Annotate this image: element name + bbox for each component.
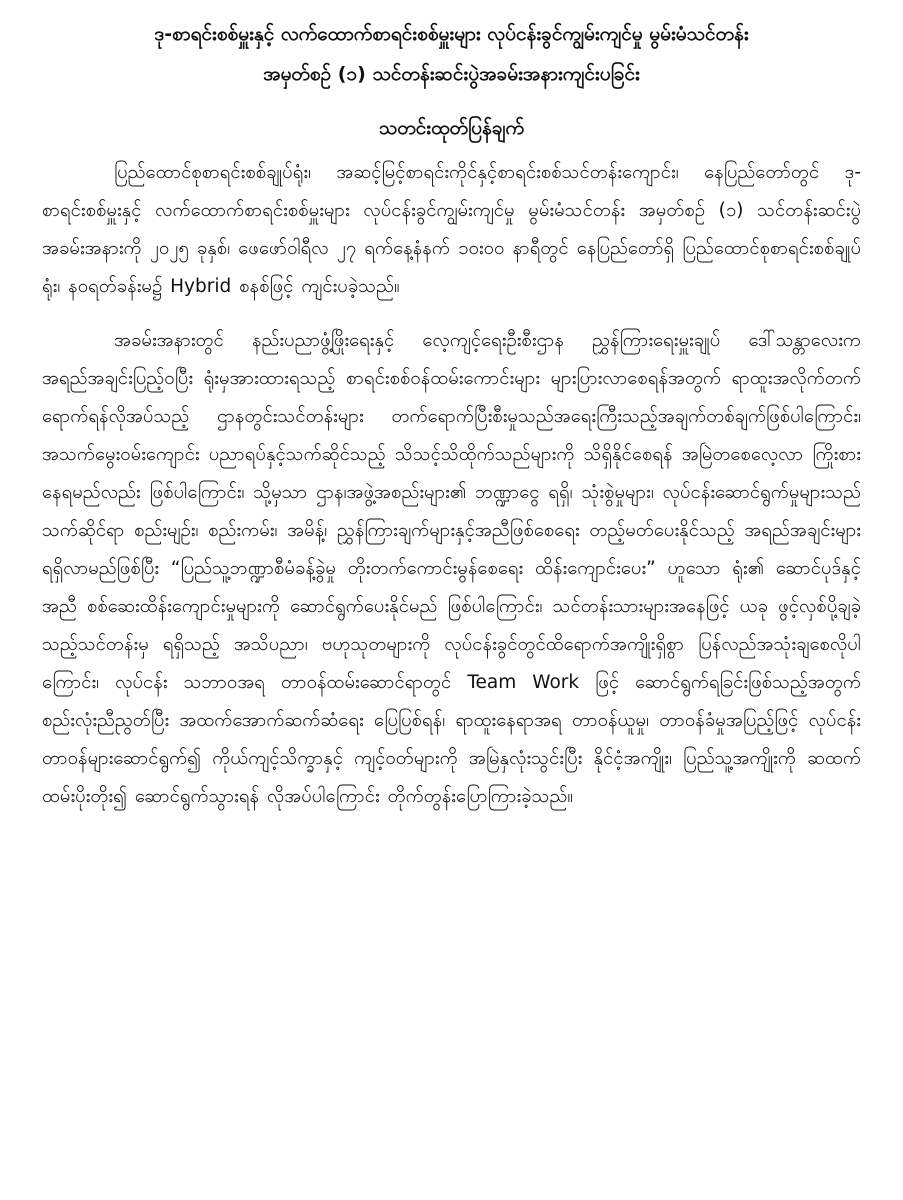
body-paragraph-1: ပြည်ထောင်စုစာရင်းစစ်ချုပ်ရုံး၊ အဆင့်မြင့်စာရင်းကိုင်နှင့်စာရင်းစစ်သင်တန်းကျောင်း၊ နေပြည်တော်တွင် ဒု-စာရင်းစစ်မှူးနှင့် လက်ထောက်စာရင်းစစ်မှူးများ လုပ်ငန်းခွင်ကျွမ်းကျင်မှု မွမ်းမံသင်တန်း အမှတ်စဉ် (၁) သင်တန်းဆင်းပွဲအခမ်းအနားကို ၂၀၂၅ ခုနှစ်၊ ဖေဖော်ဝါရီလ ၂၇ ရက်နေ့နံနက် ၁၀း၀၀ နာရီတွင် နေပြည်တော်ရှိ ပြည်ထောင်စုစာရင်းစစ်ချုပ်ရုံး၊ န၀ရတ်ခန်းမ၌ Hybrid စနစ်ဖြင့် ကျင်းပခဲ့သည်။ — [42, 162, 861, 297]
press-release-heading: သတင်းထုတ်ပြန်ချက် — [378, 117, 525, 139]
body-paragraph-2: အခမ်းအနားတွင် နည်းပညာဖွံ့ဖြိုးရေးနှင့် လေ့ကျင့်ရေးဦးစီးဌာန ညွှန်ကြားရေးမှူးချုပ် ဒေါ်သန္တာလေးက အရည်အချင်းပြည့်ဝပြီး ရုံးမှအားထားရသည့် စာရင်းစစ်ဝန်ထမ်းကောင်းများ များပြားလာစေရန်အတွက် ရာထူးအလိုက်တက်ရောက်ရန်လိုအပ်သည့် ဌာနတွင်းသင်တန်းများ တက်ရောက်ပြီးစီးမှုသည်အရေးကြီးသည့်အချက်တစ်ချက်ဖြစ်ပါကြောင်း၊ အသက်မွေးဝမ်းကျောင်း ပညာရပ်နှင့်သက်ဆိုင်သည့် သိသင့်သိထိုက်သည်များကို သိရှိနိုင်စေရန် အမြဲတစေလေ့လာ ကြိုးစားနေရမည်လည်း ဖြစ်ပါကြောင်း၊ သို့မှသာ ဌာန၊အဖွဲ့အစည်းများ၏ ဘဏ္ဍာငွေ ရရှိ၊ သုံးစွဲမှုများ၊ လုပ်ငန်းဆောင်ရွက်မှုများသည် သက်ဆိုင်ရာ စည်းမျဉ်း၊ စည်းကမ်း၊ အမိန့်၊ ညွှန်ကြားချက်များနှင့်အညီဖြစ်စေရေး တည့်မတ်ပေးနိုင်သည့် အရည်အချင်းများ ရရှိလာမည်ဖြစ်ပြီး “ပြည်သူ့ဘဏ္ဍာစီမံခန့်ခွဲမှု တိုးတက်ကောင်းမွန်စေရေး ထိန်းကျောင်းပေး” ဟူသော ရုံး၏ ဆောင်ပုဒ်နှင့်အညီ စစ်ဆေးထိန်းကျောင်းမှုများကို ဆောင်ရွက်ပေးနိုင်မည် ဖြစ်ပါကြောင်း၊ သင်တန်းသားများအနေဖြင့် ယခု ဖွင့်လှစ်ပို့ချခဲ့သည့်သင်တန်းမှ ရရှိသည့် အသိပညာ၊ ဗဟုသုတများကို လုပ်ငန်းခွင်တွင်ထိရောက်အကျိုးရှိစွာ ပြန်လည်အသုံးချစေလိုပါကြောင်း၊ လုပ်ငန်း သဘာဝအရ တာဝန်ထမ်းဆောင်ရာတွင် Team Work ဖြင့် ဆောင်ရွက်ရခြင်းဖြစ်သည့်အတွက် စည်းလုံးညီညွတ်ပြီး အထက်အောက်ဆက်ဆံရေး ပြေပြစ်ရန်၊ ရာထူးနေရာအရ တာဝန်ယူမှု၊ တာဝန်ခံမှုအပြည့်ဖြင့် လုပ်ငန်းတာဝန်များဆောင်ရွက်၍ ကိုယ်ကျင့်သိက္ခာနှင့် ကျင့်ဝတ်များကို အမြဲနှလုံးသွင်းပြီး နိုင်ငံ့အကျိုး၊ ပြည်သူ့အကျိုးကို ဆထက်ထမ်းပိုးတိုး၍ ဆောင်ရွက်သွားရန် လိုအပ်ပါကြောင်း တိုက်တွန်းပြောကြားခဲ့သည်။ — [42, 330, 861, 807]
document-title-line-2: အမှတ်စဉ် (၁) သင်တန်းဆင်းပွဲအခမ်းအနားကျင်းပခြင်း — [263, 63, 640, 85]
document-title-line-1: ဒု-စာရင်းစစ်မှူးနှင့် လက်ထောက်စာရင်းစစ်မှူးများ လုပ်ငန်းခွင်ကျွမ်းကျင်မှု မွမ်းမံသင်တန်း — [154, 23, 749, 45]
